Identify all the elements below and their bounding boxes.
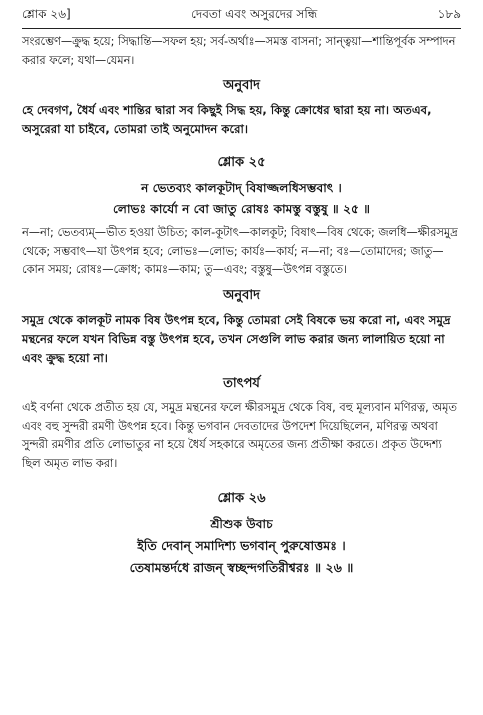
purport-text: এই বর্ণনা থেকে প্রতীত হয় যে, সমুদ্র মন্থনের ফলে ক্ষীরসমুদ্র থেকে বিষ, বহু মূল্যবান মণিরত্ন, অমৃত এবং বহু সুন্দরী রমণী উৎপন্ন হবে। কিন্তু ভগবান দেবতাদের উপদেশ দিয়েছিলেন, মণিরত্ন অথবা সুন্দরী রমণীর প্রতি লোভাতুর না হয়ে ধৈর্য সহকারে অমৃতের জন্য প্রতীক্ষা করতে। প্রকৃত উদ্দেশ্য ছিল অমৃত লাভ করা। (22, 400, 457, 470)
header-chapter-title: দেবতা এবং অসুরদের সন্ধি (191, 7, 318, 21)
translation-heading-25: অনুবাদ (223, 287, 260, 303)
translation-heading: অনুবাদ (223, 78, 260, 94)
header-divider (22, 28, 461, 29)
synonyms-paragraph-25: ন—না; ভেতব্যম্—ভীত হওয়া উচিত; কাল-কূটাৎ—কালকূট; বিষাৎ—বিষ থেকে; জলধি—ক্ষীরসমুদ্র থেকে; সম্ভবাৎ—যা উৎপন্ন হবে; লোভঃ—লোভ; কার্যঃ—কার্য; ন—না; বঃ—তোমাদের; জাতু—কোন সময়; রোষঃ—ক্রোধ; কামঃ—কাম; তু—এবং; বস্তুষু—উৎপন্ন বস্তুতে। (22, 226, 458, 277)
shloka-25-line-1: ন ভেতব্যং কালকূটাদ্ বিষাজ্জলধিসম্ভবাৎ । (141, 181, 342, 196)
header-verse-ref: শ্লোক ২৬] (22, 7, 71, 21)
translation-text-24: হে দেবগণ, ধৈর্য এবং শান্তির দ্বারা সব কিছুই সিদ্ধ হয়, কিন্তু ক্রোধের দ্বারা হয় না। অতএব, অসুরেরা যা চাইবে, তোমরা তাই অনুমোদন করো। (22, 103, 432, 137)
shloka-26-line-1: ইতি দেবান্ সমাদিশ্য ভগবান্ পুরুষোত্তমঃ । (137, 538, 346, 554)
purport-heading: তাৎপর্য (223, 375, 260, 391)
translation-text-25: সমুদ্র থেকে কালকূট নামক বিষ উৎপন্ন হবে, কিন্তু তোমরা সেই বিষকে ভয় করো না, এবং সমুদ্র মন্থনের ফলে যখন বিভিন্ন বস্তু উৎপন্ন হবে, তখন সেগুলি লাভ করার জন্য লালায়িত হয়ো না এবং ক্রুদ্ধ হয়ো না। (22, 312, 451, 365)
shloka-26-label: শ্লোক ২৬ (217, 491, 266, 507)
running-header (22, 6, 461, 26)
shloka-26-speaker: শ্রীশুক উবাচ (210, 517, 273, 532)
shloka-25-line-2: লোভঃ কার্যো ন বো জাতু রোষঃ কামস্তু বস্তুষু ॥ ২৫ ॥ (112, 202, 371, 217)
synonyms-paragraph-24: সংরম্ভেণ—ক্রুদ্ধ হয়ে; সিদ্ধান্তি—সফল হয়; সর্ব-অর্থাঃ—সমস্ত বাসনা; সান্ত্বয়া—শান্তিপূর্বক সম্পাদন করার ফলে; যথা—যেমন। (22, 35, 456, 67)
header-page-number: ১৮৯ (437, 7, 461, 21)
shloka-25-label: শ্লোক ২৫ (217, 155, 266, 171)
shloka-26-line-2: তেষামন্তর্দধে রাজন্ স্বচ্ছন্দগতিরীশ্বরঃ ॥ ২৬ ॥ (129, 560, 354, 576)
